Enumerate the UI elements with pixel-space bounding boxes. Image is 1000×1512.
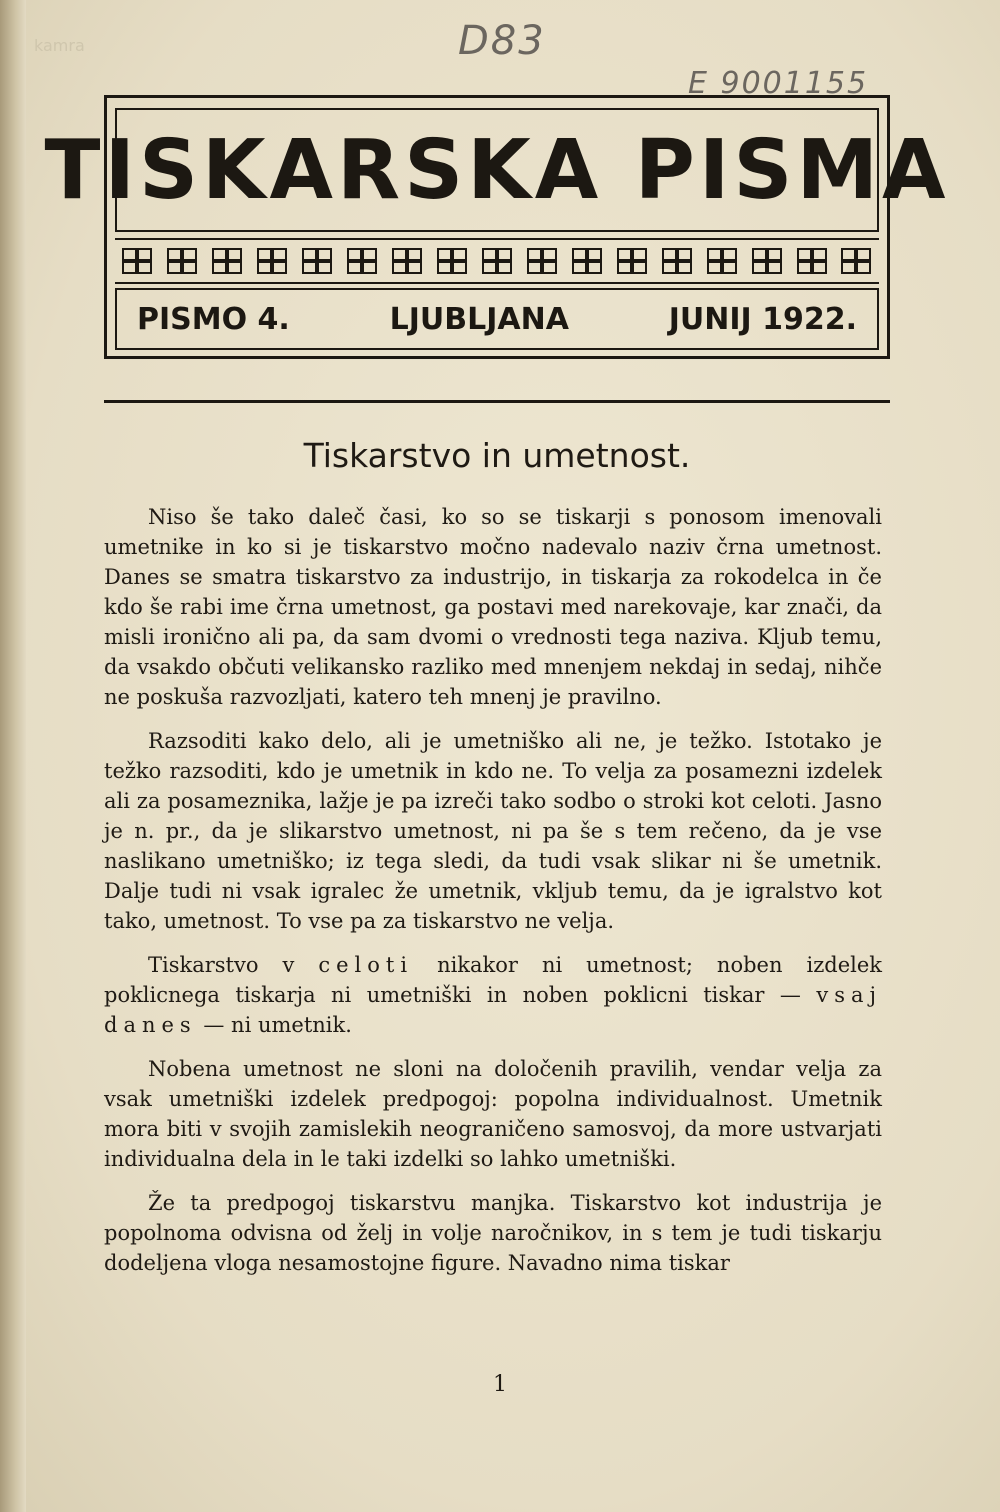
- ornament-square-icon: [797, 248, 827, 274]
- page-number: 1: [493, 1372, 507, 1397]
- paragraph: Nobena umetnost ne sloni na določenih pravilih, vendar velja za vsak umetniški izdelek predpogoj: popolna individualnost. Umetnik mora biti v svojih zamislekih neograničeno samosvoj, da more ustvarjati individualna dela in le taki izdelki so lahko umetniški.: [104, 1057, 882, 1171]
- issue-date: JUNIJ 1922.: [668, 301, 857, 337]
- masthead: [44, 95, 950, 359]
- article-body: [104, 502, 882, 1292]
- issue-number: PISMO 4.: [137, 301, 290, 337]
- ornament-square-icon: [122, 248, 152, 274]
- ornament-square-icon: [347, 248, 377, 274]
- ornament-square-icon: [167, 248, 197, 274]
- ornament-square-icon: [572, 248, 602, 274]
- paragraph-text: Tiskarstvo v: [148, 953, 319, 977]
- masthead-issue-line: [115, 288, 879, 350]
- ornament-square-icon: [527, 248, 557, 274]
- ornament-square-icon: [617, 248, 647, 274]
- ornament-square-icon: [392, 248, 422, 274]
- paragraph-text: — ni umetnik.: [196, 1013, 352, 1037]
- ornament-square-icon: [437, 248, 467, 274]
- ornament-square-icon: [302, 248, 332, 274]
- handwritten-shelfmark: D83: [458, 18, 546, 64]
- ornament-square-icon: [841, 248, 871, 274]
- ornament-square-icon: [662, 248, 692, 274]
- page-binding-edge: [0, 0, 26, 1512]
- ornament-square-icon: [707, 248, 737, 274]
- ornament-square-icon: [212, 248, 242, 274]
- paragraph: Niso še tako daleč časi, ko so se tiskarji s ponosom imenovali umetnike in ko si je tiskarstvo močno nadevalo naziv črna umetnost. Danes se smatra tiskarstvo za industrijo, in tiskarja za rokodelca in če kdo še rabi ime črna umetnost, ga postavi med narekovaje, kar znači, da misli ironično ali pa, da sam dvomi o vrednosti tega naziva. Kljub temu, da vsakdo občuti velikansko razliko med mnenjem nekdaj in sedaj, nihče ne poskuša razvozljati, katero teh mnenj je pravilno.: [104, 505, 882, 709]
- horizontal-rule: [104, 400, 890, 403]
- ornament-square-icon: [752, 248, 782, 274]
- masthead-title: TISKARSKA PISMA: [44, 122, 950, 218]
- paragraph: [104, 950, 882, 1040]
- masthead-ornament-band: [115, 238, 879, 284]
- watermark: kamra: [34, 36, 85, 55]
- ornament-square-icon: [257, 248, 287, 274]
- issue-city: LJUBLJANA: [389, 301, 569, 337]
- spaced-emphasis: celoti: [318, 953, 414, 977]
- article-title: Tiskarstvo in umetnost.: [303, 436, 691, 475]
- paragraph: Razsoditi kako delo, ali je umetniško ali ne, je težko. Istotako je težko razsoditi, kdo je umetnik in kdo ne. To velja za posamezni izdelek ali za posameznika, lažje je pa izreči tako sodbo o stroki kot celoti. Jasno je n. pr., da je slikarstvo umetnost, ni pa še s tem rečeno, da je vse naslikano umetniško; iz tega sledi, da tudi vsak slikar ni še umetnik. Dalje tudi ni vsak igralec že umetnik, vkljub temu, da je igralstvo kot tako, umetnost. To vse pa za tiskarstvo ne velja.: [104, 729, 882, 933]
- paragraph: Že ta predpogoj tiskarstvu manjka. Tiskarstvo kot industrija je popolnoma odvisna od želj in volje naročnikov, in s tem je tudi tiskarju dodeljena vloga nesamostojne figure. Navadno nima tiskar: [104, 1191, 882, 1275]
- masthead-title-box: [44, 108, 950, 232]
- spaced-emphasis: vsaj danes: [104, 983, 882, 1037]
- ornament-square-icon: [482, 248, 512, 274]
- paragraph-text: nikakor ni umetnost; noben izdelek poklicnega tiskarja ni umetniški in noben poklicni tiskar —: [104, 953, 882, 1007]
- handwritten-catalog-number: E 9001155: [688, 66, 869, 101]
